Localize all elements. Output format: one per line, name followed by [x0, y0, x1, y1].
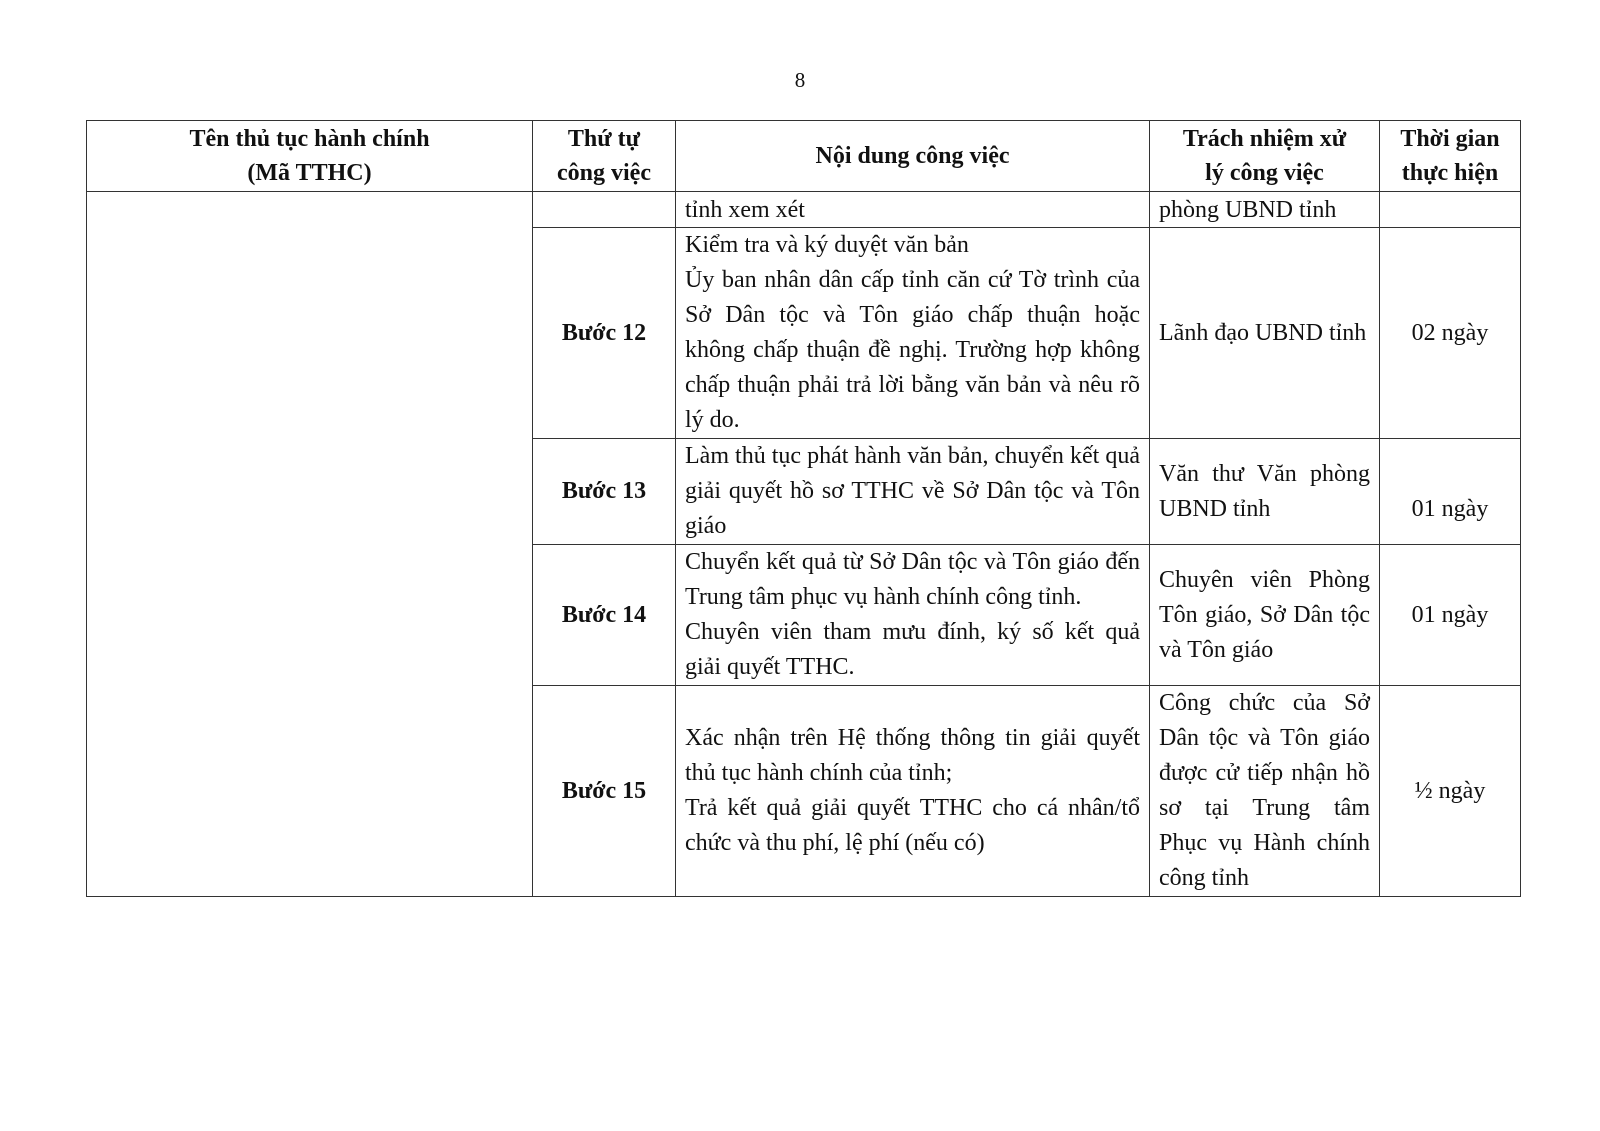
page-number: 8 — [794, 68, 806, 92]
time-cell: 02 ngày — [1380, 228, 1521, 439]
content-cell — [676, 545, 1150, 686]
header-procedure-name — [87, 121, 533, 192]
content-text: Xác nhận trên Hệ thống thông tin giải quyết thủ tục hành chính của tỉnh; — [685, 725, 1140, 786]
header-step-order-line2: công việc — [557, 160, 651, 186]
header-step-order — [533, 121, 676, 192]
content-cell — [676, 686, 1150, 897]
step-cell: Bước 12 — [533, 228, 676, 439]
header-time-line2: thực hiện — [1401, 160, 1499, 186]
header-step-order-line1: Thứ tự — [567, 126, 641, 152]
responsibility-cell: phòng UBND tỉnh — [1150, 192, 1380, 228]
table-header-row — [87, 121, 1521, 192]
content-cell — [676, 228, 1150, 439]
table-row — [87, 192, 1521, 228]
header-procedure-code-line2: (Mã TTHC) — [247, 160, 372, 186]
procedure-steps-table — [86, 120, 1521, 897]
responsibility-cell: Văn thư Văn phòng UBND tỉnh — [1150, 439, 1380, 545]
content-text: Ủy ban nhân dân cấp tỉnh căn cứ Tờ trình của Sở Dân tộc và Tôn giáo chấp thuận hoặc không chấp thuận đề nghị. Trường hợp không chấp thuận phải trả lời bằng văn bản và nêu rõ lý do. — [685, 267, 1140, 433]
time-cell — [1380, 192, 1521, 228]
step-cell: Bước 15 — [533, 686, 676, 897]
content-text: Chuyển kết quả từ Sở Dân tộc và Tôn giáo đến Trung tâm phục vụ hành chính công tỉnh. — [685, 549, 1140, 610]
content-heading: Kiểm tra và ký duyệt văn bản — [685, 232, 969, 258]
time-cell: 01 ngày — [1380, 545, 1521, 686]
header-time-line1: Thời gian — [1400, 126, 1500, 152]
header-time — [1380, 121, 1521, 192]
header-procedure-name-line1: Tên thủ tục hành chính — [189, 126, 430, 152]
responsibility-cell: Chuyên viên Phòng Tôn giáo, Sở Dân tộc và Tôn giáo — [1150, 545, 1380, 686]
content-text: Trả kết quả giải quyết TTHC cho cá nhân/tổ chức và thu phí, lệ phí (nếu có) — [685, 795, 1140, 856]
header-content: Nội dung công việc — [676, 121, 1150, 192]
responsibility-cell: Lãnh đạo UBND tỉnh — [1150, 228, 1380, 439]
header-responsibility-line2: lý công việc — [1205, 160, 1324, 186]
header-responsibility-line1: Trách nhiệm xử — [1182, 126, 1347, 152]
step-cell: Bước 14 — [533, 545, 676, 686]
time-cell: ½ ngày — [1380, 686, 1521, 897]
procedure-name-cell — [87, 192, 533, 897]
content-cell: tỉnh xem xét — [676, 192, 1150, 228]
header-responsibility — [1150, 121, 1380, 192]
step-cell — [533, 192, 676, 228]
content-cell: Làm thủ tục phát hành văn bản, chuyển kết quả giải quyết hồ sơ TTHC về Sở Dân tộc và Tôn giáo — [676, 439, 1150, 545]
step-cell: Bước 13 — [533, 439, 676, 545]
time-cell: 01 ngày — [1380, 439, 1521, 545]
content-text: Chuyên viên tham mưu đính, ký số kết quả giải quyết TTHC. — [685, 619, 1140, 680]
responsibility-cell: Công chức của Sở Dân tộc và Tôn giáo được cử tiếp nhận hồ sơ tại Trung tâm Phục vụ Hành chính công tỉnh — [1150, 686, 1380, 897]
